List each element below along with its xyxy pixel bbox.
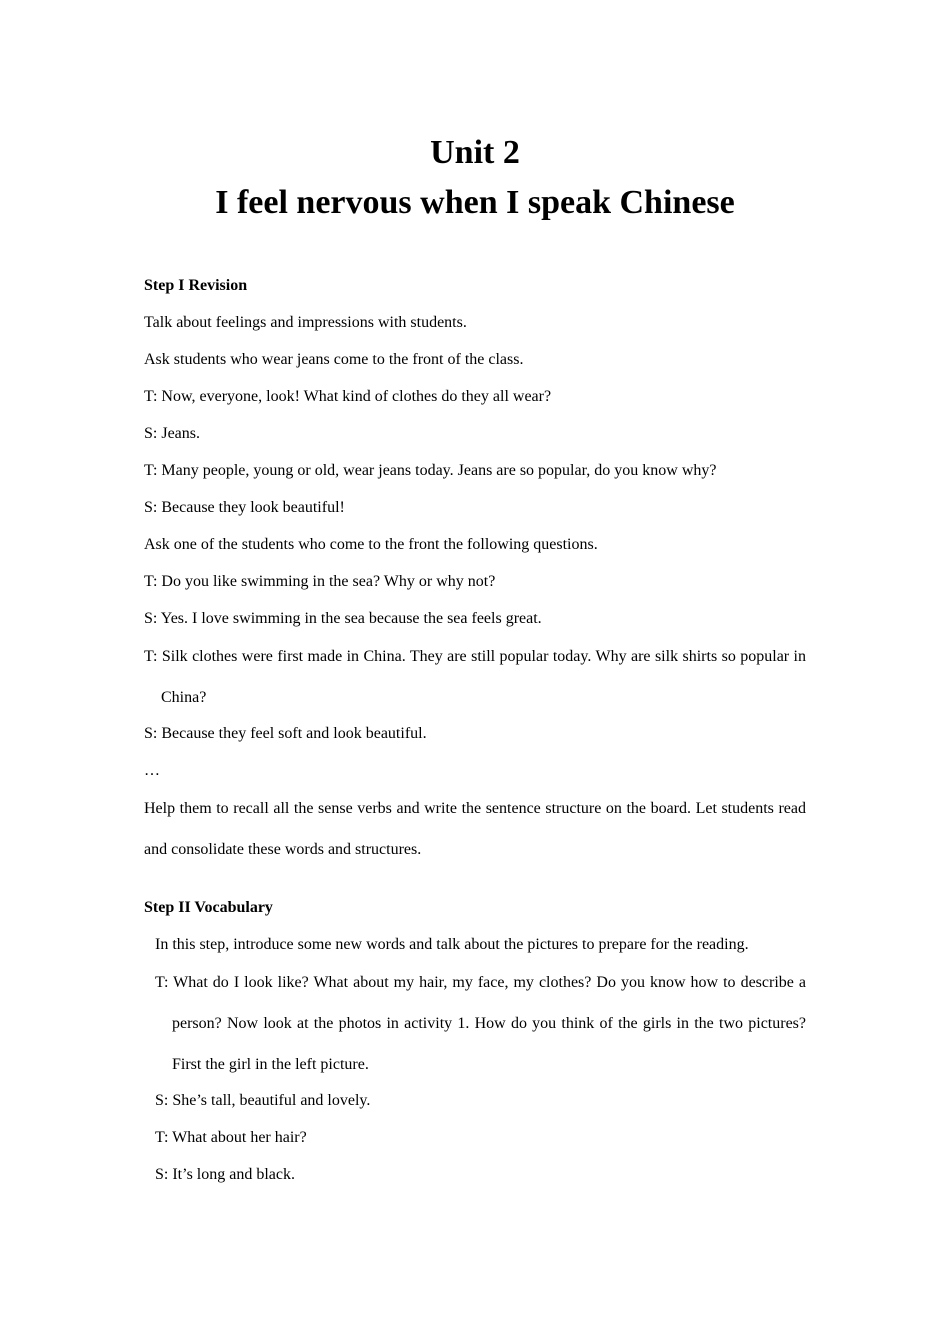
section-gap [144,872,806,894]
step2-line-5: S: It’s long and black. [155,1166,295,1183]
step2-body [155,931,806,1189]
step1-line-9: S: Yes. I love swimming in the sea because the sea feels great. [144,610,542,627]
step1-line-4: S: Jeans. [144,425,200,442]
step2-line-4: T: What about her hair? [155,1129,307,1146]
step1-line-13: Help them to recall all the sense verbs and write the sentence structure on the board. Let students read and consolidate these words and structures. [144,800,806,858]
step1-line-7: Ask one of the students who come to the front the following questions. [144,536,598,553]
step1-heading: Step I Revision [144,277,248,294]
document-body [144,272,806,1198]
step2-line-3: S: She’s tall, beautiful and lovely. [155,1092,371,1109]
step1-line-6: S: Because they look beautiful! [144,499,345,516]
step1-line-3: T: Now, everyone, look! What kind of clothes do they all wear? [144,388,552,405]
step1-line-11: S: Because they feel soft and look beautiful. [144,725,427,742]
step1-line-2: Ask students who wear jeans come to the front of the class. [144,351,524,368]
title-block [0,128,950,228]
step2-line-2: T: What do I look like? What about my hair, my face, my clothes? Do you know how to describe a person? Now look at the photos in activity 1. How do you think of the girls in the two pictures? First the girl in the left picture. [155,974,806,1073]
lesson-title: I feel nervous when I speak Chinese [215,184,735,221]
step2-heading: Step II Vocabulary [144,899,273,916]
step1-line-1: Talk about feelings and impressions with students. [144,314,467,331]
step2-line-1: In this step, introduce some new words and talk about the pictures to prepare for the reading. [155,936,749,953]
step1-line-5: T: Many people, young or old, wear jeans today. Jeans are so popular, do you know why? [144,462,717,479]
step1-line-12: … [144,762,160,779]
step1-line-10: T: Silk clothes were first made in China. They are still popular today. Why are silk shirts so popular in China? [144,648,806,706]
step1-line-8: T: Do you like swimming in the sea? Why or why not? [144,573,496,590]
unit-title: Unit 2 [430,134,520,171]
